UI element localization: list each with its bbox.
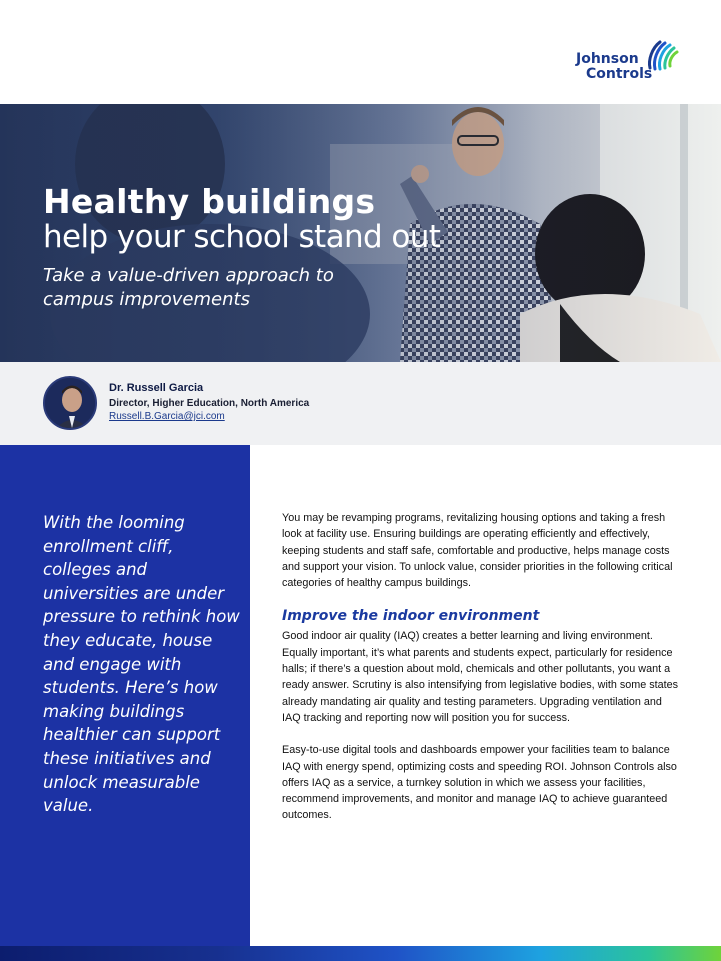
intro-paragraph: You may be revamping programs, revitalizing housing options and taking a fresh look at facility use. Ensuring buildings are operating efficiently and effectively, keeping students and staff safe, comfortable and productive, helps manage costs and support your vision. To unlock value, consider priorities in the following critical categories of healthy campus buildings. xyxy=(282,512,673,590)
logo-line-1: Johnson xyxy=(576,51,639,67)
pull-quote: With the looming enrollment cliff, colleges and universities are under pressure to rethink how they educate, house and engage with students. Here’s how making buildings healthier can support these initiatives and unlock measurable value. xyxy=(43,513,240,816)
section-heading: Improve the indoor environment xyxy=(282,608,540,625)
author-email-link[interactable]: Russell.B.Garcia@jci.com xyxy=(109,411,225,422)
body-paragraph-2: Easy-to-use digital tools and dashboards empower your facilities team to balance IAQ with energy spend, optimizing costs and speeding ROI. Johnson Controls also offers IAQ as a service, a turnkey solution in which we assess your facilities, recommend improvements, and monitor and manage IAQ to achieve guaranteed outcomes. xyxy=(282,744,677,822)
author-photo-icon xyxy=(43,376,97,430)
hero-subtitle: Take a value-driven approach to campus improvements xyxy=(43,265,334,310)
body-paragraph-1: Good indoor air quality (IAQ) creates a better learning and living environment. Equally important, it’s what parents and students expect, particularly for residence halls; if there’s a question about mold, chemicals and other pollutants, you want a ready answer. Scrutiny is also intensifying from legislative bodies, with some states already mandating air quality and testing parameters. Upgrading ventilation and IAQ tracking and reporting now will position you for success. xyxy=(282,630,679,724)
hero-title-bold: Healthy buildings xyxy=(43,182,376,221)
author-bar xyxy=(0,362,721,445)
logo-line-2: Controls xyxy=(586,66,653,82)
johnson-controls-logo xyxy=(576,38,686,90)
author-role: Director, Higher Education, North America xyxy=(109,398,310,409)
sidebar-panel xyxy=(0,445,250,946)
footer-gradient-strip xyxy=(0,946,721,961)
johnson-controls-logo-mark-icon xyxy=(644,38,680,76)
hero-title-thin: help your school stand out xyxy=(43,219,441,255)
hero-title xyxy=(43,184,440,254)
hero-banner xyxy=(0,104,721,362)
logo-wordmark xyxy=(576,52,652,82)
author-name: Dr. Russell Garcia xyxy=(109,382,204,394)
main-content xyxy=(282,510,682,840)
